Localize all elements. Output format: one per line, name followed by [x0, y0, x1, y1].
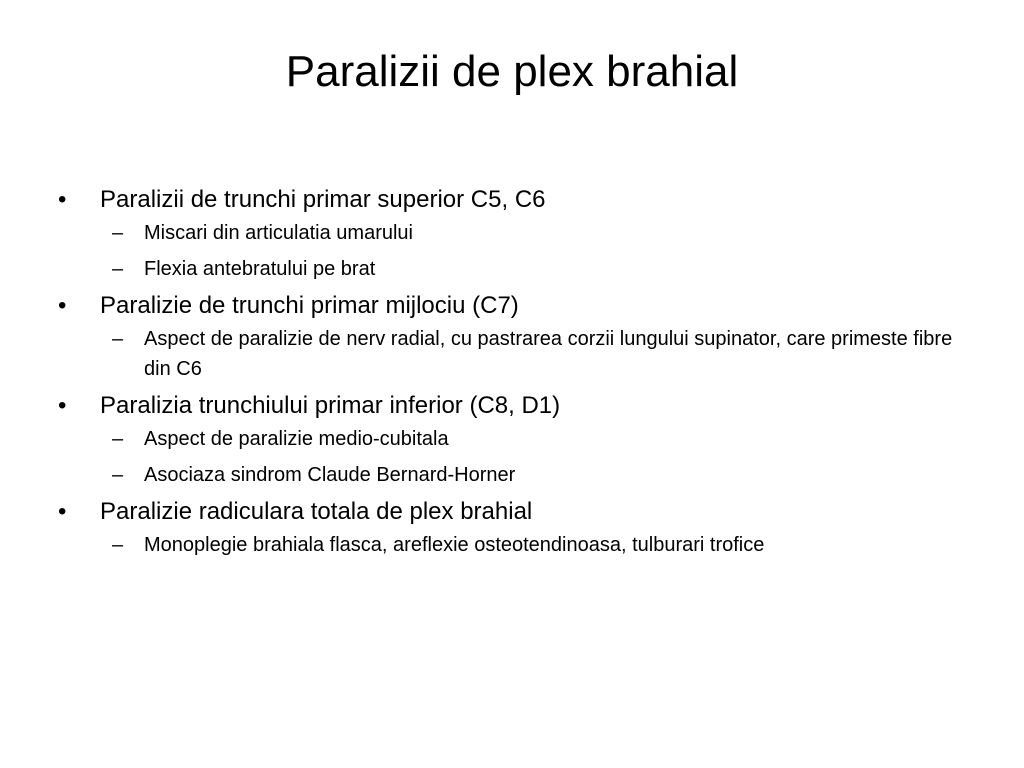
dash-marker: –	[112, 222, 124, 244]
bullet-text: Paralizii de trunchi primar superior C5, C6	[100, 186, 546, 213]
sub-item	[100, 424, 988, 454]
bullet-item	[58, 290, 988, 384]
sub-item-text: Flexia antebratului pe brat	[144, 258, 376, 280]
bullet-item	[58, 390, 988, 490]
sub-item-text: Aspect de paralizie de nerv radial, cu pastrarea corzii lungului supinator, care primeste fibre din C6	[144, 328, 953, 380]
bullet-text: Paralizia trunchiului primar inferior (C8, D1)	[100, 392, 561, 419]
bullet-text: Paralizie radiculara totala de plex brahial	[100, 498, 533, 525]
bullet-marker: •	[58, 392, 67, 419]
bullet-item	[58, 496, 988, 560]
dash-marker: –	[112, 534, 124, 556]
dash-marker: –	[112, 328, 124, 350]
dash-marker: –	[112, 428, 124, 450]
sub-item-text: Miscari din articulatia umarului	[144, 222, 413, 244]
sub-item	[100, 530, 988, 560]
sub-item	[100, 254, 988, 284]
sub-list	[100, 424, 988, 490]
bullet-list	[58, 184, 988, 566]
bullet-marker: •	[58, 186, 67, 213]
sub-item-text: Monoplegie brahiala flasca, areflexie osteotendinoasa, tulburari trofice	[144, 534, 765, 556]
sub-list	[100, 218, 988, 284]
bullet-marker: •	[58, 292, 67, 319]
sub-list	[100, 530, 988, 560]
sub-item	[100, 218, 988, 248]
bullet-marker: •	[58, 498, 67, 525]
bullet-item	[58, 184, 988, 284]
sub-item	[100, 460, 988, 490]
dash-marker: –	[112, 464, 124, 486]
sub-item-text: Asociaza sindrom Claude Bernard-Horner	[144, 464, 516, 486]
slide-title: Paralizii de plex brahial	[285, 47, 739, 96]
sub-item-text: Aspect de paralizie medio-cubitala	[144, 428, 449, 450]
sub-list	[100, 324, 988, 384]
sub-item	[100, 324, 988, 384]
dash-marker: –	[112, 258, 124, 280]
bullet-text: Paralizie de trunchi primar mijlociu (C7)	[100, 292, 519, 319]
